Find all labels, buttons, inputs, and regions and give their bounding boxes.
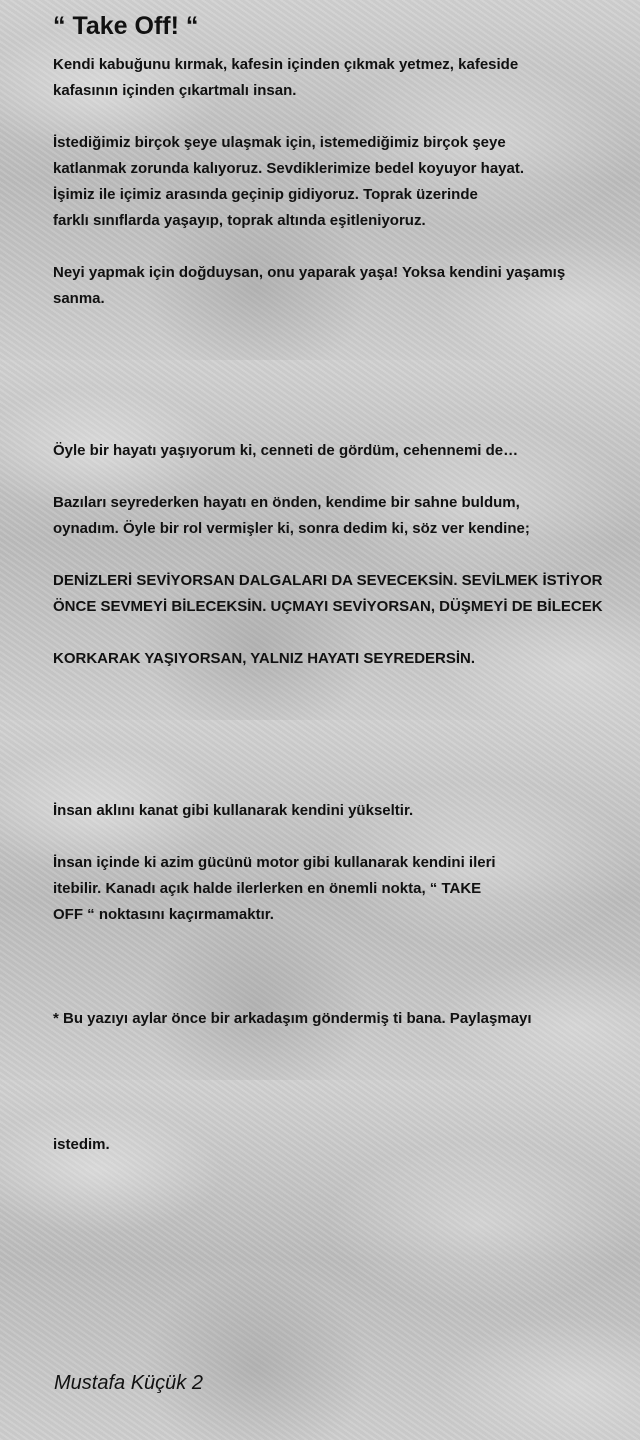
text-line: oynadım. Öyle bir rol vermişler ki, sonra dedim ki, söz ver kendine;	[53, 520, 530, 537]
text-line: İstediğimiz birçok şeye ulaşmak için, istemediğimiz birçok şeye	[53, 134, 506, 151]
text-line: kafasının içinden çıkartmalı insan.	[53, 82, 297, 99]
paragraph	[53, 438, 518, 464]
paragraph-uppercase	[53, 646, 475, 672]
paragraph-note	[53, 1006, 532, 1032]
text-line: istedim.	[53, 1136, 110, 1153]
paragraph	[53, 260, 565, 312]
text-line: İnsan aklını kanat gibi kullanarak kendini yükseltir.	[53, 802, 414, 819]
text-line: Kendi kabuğunu kırmak, kafesin içinden çıkmak yetmez, kafeside	[53, 56, 519, 73]
paragraph-uppercase	[53, 568, 603, 620]
text-line: farklı sınıflarda yaşayıp, toprak altında eşitleniyoruz.	[53, 212, 426, 229]
poem-panel-1	[0, 0, 640, 360]
text-line: sanma.	[53, 290, 105, 307]
text-line: DENİZLERİ SEVİYORSAN DALGALARI DA SEVECEKSİN. SEVİLMEK İSTİYOR	[53, 572, 603, 589]
text-line: Öyle bir hayatı yaşıyorum ki, cenneti de gördüm, cehennemi de…	[53, 442, 519, 459]
paragraph	[53, 52, 518, 104]
text-line: OFF “ noktasını kaçırmamaktır.	[53, 906, 274, 923]
text-line: katlanmak zorunda kalıyoruz. Sevdiklerimize bedel koyuyor hayat.	[53, 160, 525, 177]
paragraph	[53, 130, 524, 234]
text-line: Neyi yapmak için doğduysan, onu yaparak yaşa! Yoksa kendini yaşamış	[53, 264, 566, 281]
text-line: KORKARAK YAŞIYORSAN, YALNIZ HAYATI SEYREDERSİN.	[53, 650, 476, 667]
poem-panel-2	[0, 360, 640, 720]
poem-panel-4	[0, 1080, 640, 1440]
author-signature: Mustafa Küçük 2	[54, 1372, 203, 1394]
paragraph	[53, 798, 413, 824]
text-line: * Bu yazıyı aylar önce bir arkadaşım göndermiş ti bana. Paylaşmayı	[53, 1010, 532, 1027]
paragraph-note	[53, 1132, 110, 1158]
poem-panel-3	[0, 720, 640, 1080]
paragraph	[53, 850, 496, 928]
text-line: ÖNCE SEVMEYİ BİLECEKSİN. UÇMAYI SEVİYORSAN, DÜŞMEYİ DE BİLECEK	[53, 598, 603, 615]
paragraph	[53, 490, 530, 542]
text-line: İşimiz ile içimiz arasında geçinip gidiyoruz. Toprak üzerinde	[53, 186, 478, 203]
text-line: İnsan içinde ki azim gücünü motor gibi kullanarak kendini ileri	[53, 854, 496, 871]
text-line: Bazıları seyrederken hayatı en önden, kendime bir sahne buldum,	[53, 494, 520, 511]
text-line: itebilir. Kanadı açık halde ilerlerken en önemli nokta, “ TAKE	[53, 880, 482, 897]
poem-title: “ Take Off! “	[53, 12, 199, 40]
